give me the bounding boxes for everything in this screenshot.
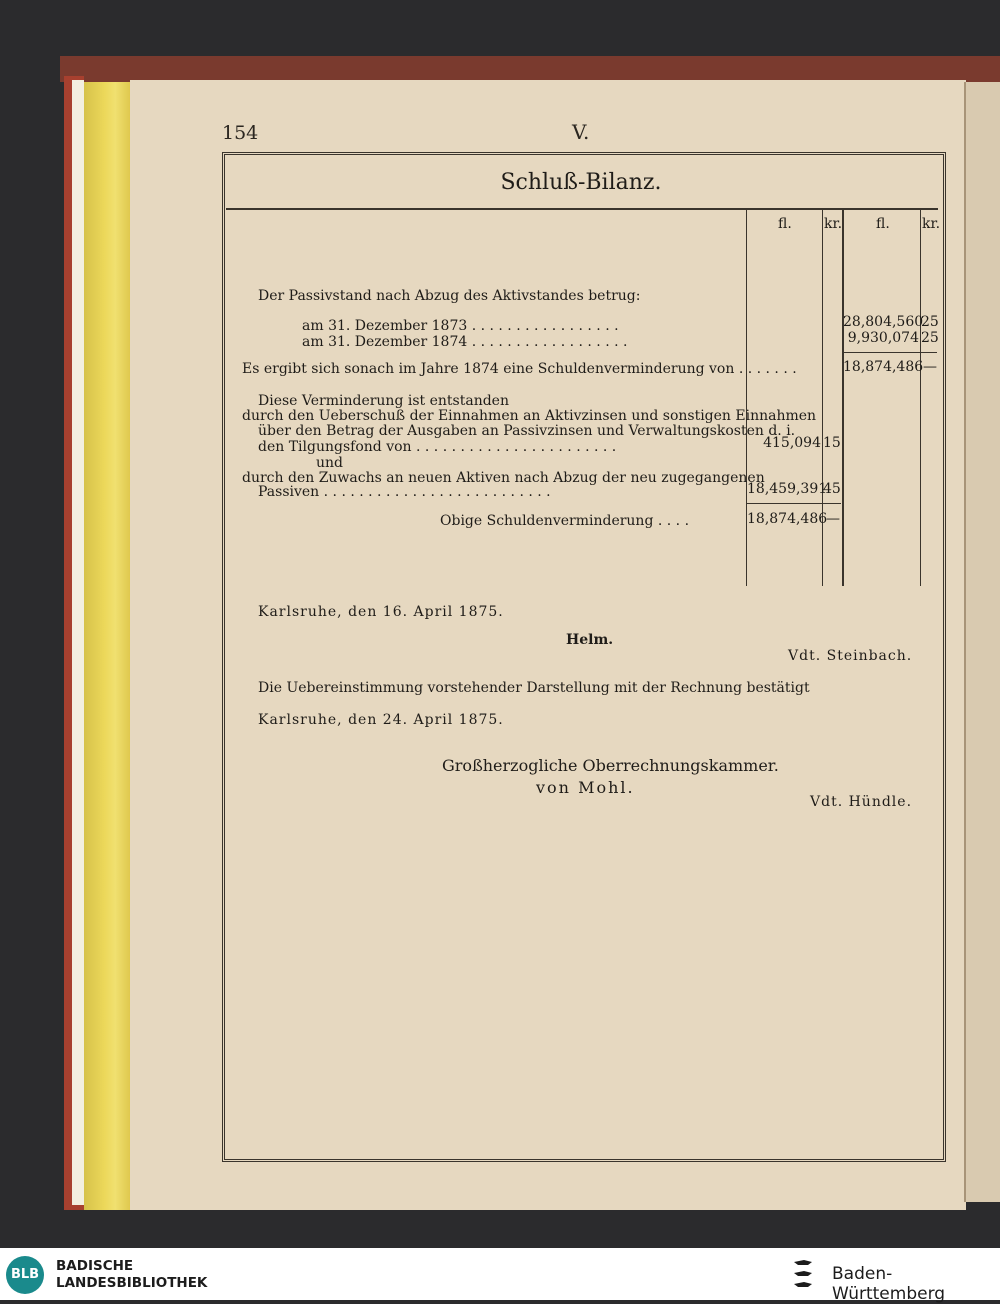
value-fl: 9,930,074: [847, 330, 919, 346]
text-line: Diese Verminderung ist entstanden: [258, 393, 509, 409]
gilt-page-edges: [84, 82, 136, 1210]
text-line: am 31. Dezember 1874 . . . . . . . . . . . . . . . . . .: [302, 334, 628, 350]
value-kr: 25: [921, 314, 939, 330]
text-line: Passiven . . . . . . . . . . . . . . . . . . . . . . . . . .: [258, 484, 551, 500]
text-line: durch den Ueberschuß der Einnahmen an Aktivzinsen und sonstigen Einnahmen: [242, 408, 817, 424]
signature-mohl: von Mohl.: [536, 778, 635, 797]
value-kr: 25: [921, 330, 939, 346]
sum-rule: [747, 503, 841, 504]
library-name-line1: BADISCHE: [56, 1258, 134, 1274]
text-line: Es ergibt sich sonach im Jahre 1874 eine Schuldenverminderung von . . . . . . .: [242, 361, 797, 377]
authority-name: Großherzogliche Oberrechnungskammer.: [442, 756, 779, 775]
column-rule: [746, 210, 747, 586]
library-name[interactable]: [56, 1258, 207, 1292]
book-cover-edge: [60, 56, 1000, 82]
facing-page-edge: [964, 82, 1000, 1202]
column-header-fl: fl.: [778, 216, 792, 232]
column-header-kr: kr.: [824, 216, 843, 232]
column-rule: [842, 210, 844, 586]
column-header-kr: kr.: [922, 216, 941, 232]
signature-helm: Helm.: [566, 632, 614, 648]
page-stack: [72, 80, 84, 1205]
place-date: Karlsruhe, den 24. April 1875.: [258, 712, 504, 728]
title-rule: [226, 208, 938, 210]
page-title: Schluß-Bilanz.: [500, 170, 662, 195]
value-fl: 18,459,391: [747, 481, 828, 497]
chapter-heading: V.: [572, 120, 590, 144]
signature-vdt: Vdt. Hündle.: [810, 794, 913, 810]
column-rule: [920, 210, 921, 586]
library-logo[interactable]: BLB: [6, 1256, 44, 1294]
confirmation-text: Die Uebereinstimmung vorstehender Darstellung mit der Rechnung bestätigt: [258, 680, 810, 696]
text-line: durch den Zuwachs an neuen Aktiven nach Abzug der neu zugegangenen: [242, 470, 765, 486]
column-header-fl: fl.: [876, 216, 890, 232]
library-name-line2: LANDESBIBLIOTHEK: [56, 1275, 208, 1291]
value-fl: 28,804,560: [843, 314, 924, 330]
coat-of-arms-icon[interactable]: [790, 1256, 820, 1294]
value-kr: —: [826, 511, 840, 527]
value-kr: 45: [823, 481, 841, 497]
column-rule: [822, 210, 823, 586]
value-kr: —: [923, 359, 937, 375]
text-line: und: [316, 455, 343, 471]
state-name[interactable]: Baden-Württemberg: [832, 1264, 946, 1304]
text-line: den Tilgungsfond von . . . . . . . . . . . . . . . . . . . . . . .: [258, 439, 617, 455]
place-date: Karlsruhe, den 16. April 1875.: [258, 604, 504, 620]
value-fl: 18,874,486: [747, 511, 828, 527]
sum-rule: [843, 352, 937, 353]
text-line: über den Betrag der Ausgaben an Passivzinsen und Verwaltungskosten d. i.: [258, 423, 796, 439]
text-line: Der Passivstand nach Abzug des Aktivstandes betrug:: [258, 288, 641, 304]
text-line: am 31. Dezember 1873 . . . . . . . . . . . . . . . . .: [302, 318, 619, 334]
signature-vdt: Vdt. Steinbach.: [788, 648, 913, 664]
value-fl: 415,094: [763, 435, 821, 451]
page-number: 154: [222, 122, 259, 144]
value-kr: 15: [823, 435, 841, 451]
value-fl: 18,874,486: [843, 359, 924, 375]
text-line: Obige Schuldenverminderung . . . .: [440, 513, 690, 529]
